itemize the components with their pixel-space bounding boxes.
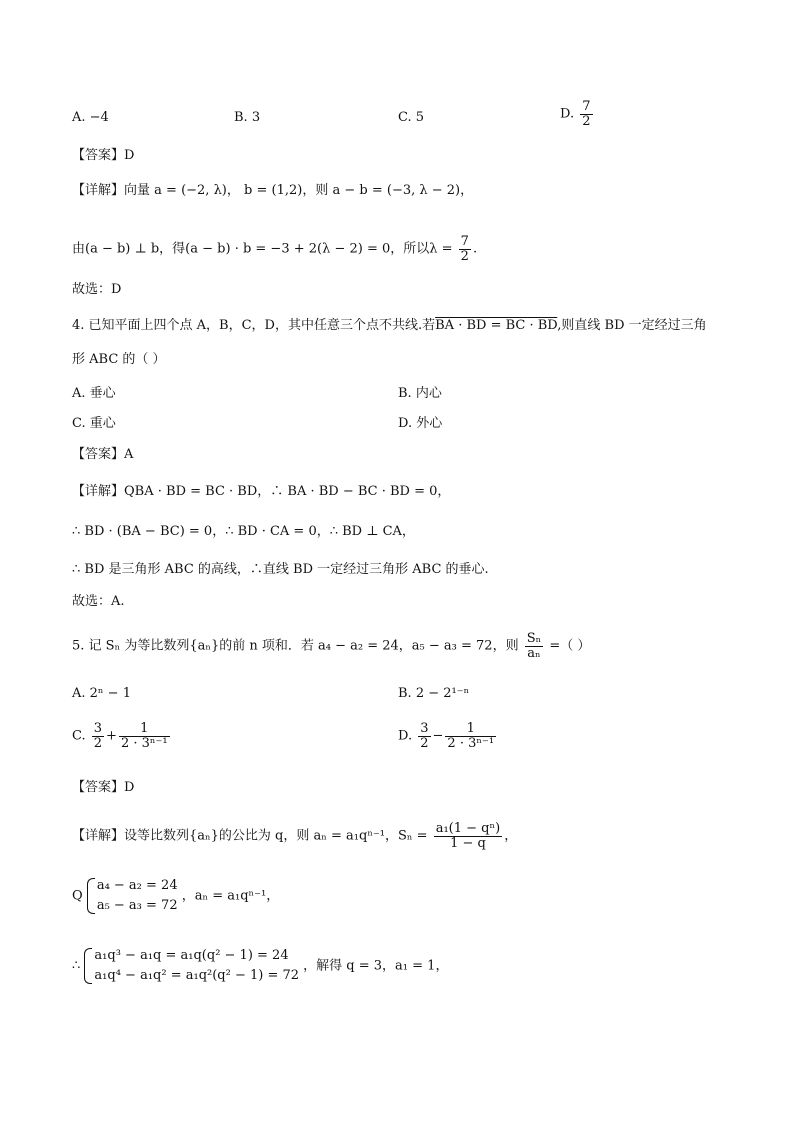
detail-end: . (472, 241, 478, 257)
q5-system1-after: ，aₙ = a₁qⁿ⁻¹， (181, 888, 280, 904)
option-b: B. 3 (234, 110, 261, 125)
q5-stem (72, 632, 590, 660)
opt-label: C. (72, 728, 86, 744)
q5-detail-end: ， (504, 828, 518, 844)
frac-den: 1 − q (450, 835, 486, 851)
q4-option-b: B. 内心 (398, 386, 442, 401)
opt-d-frac1 (418, 722, 430, 750)
option-c: C. 5 (398, 110, 425, 125)
q5-stem-end: =（ ） (549, 638, 591, 654)
frac-num: 3 (420, 721, 429, 736)
frac-den: 2 · 3ⁿ⁻¹ (120, 735, 168, 751)
q4-detail-line2: ∴ BD · (BA − BC) = 0，∴ BD · CA = 0，∴ BD ⊥ CA， (72, 524, 415, 539)
q4-option-c: C. 重心 (72, 416, 116, 431)
equation: a₁q⁴ − a₁q² = a₁q²(q² − 1) = 72 (94, 968, 300, 983)
therefore-symbol: ∴ (72, 958, 81, 974)
q4-detail-line3: ∴ BD 是三角形 ABC 的高线，∴直线 BD 一定经过三角形 ABC 的垂心. (72, 562, 489, 577)
vector-a-expr: a = (−2, λ)， (154, 183, 240, 198)
q5-detail-line1 (72, 822, 517, 850)
frac-num: 1 (119, 722, 170, 737)
q4-option-d: D. 外心 (398, 416, 443, 431)
frac-num: 7 (582, 99, 591, 114)
q5-option-c (72, 722, 172, 750)
frac-den: 2 (93, 735, 103, 751)
opt-operator: − (432, 728, 444, 744)
q4-stem-expr: BA · BD = BC · BD (435, 318, 558, 333)
equation-system-2 (84, 946, 299, 986)
vector-diff-expr: a − b = (−3, λ − 2)， (332, 183, 474, 198)
q5-system1 (72, 876, 279, 916)
q4-stem-line2: 形 ABC 的（ ） (72, 352, 166, 367)
q3-detail-line2 (72, 235, 477, 263)
q5-stem-text: 5. 记 Sₙ 为等比数列{aₙ}的前 n 项和．若 a₄ − a₂ = 24，a₅ − a₃ = 72，则 (72, 638, 519, 654)
vector-b-expr: b = (1,2)，则 (244, 183, 329, 198)
q3-answer: 【答案】D (72, 148, 135, 163)
q5-stem-fraction (525, 632, 544, 660)
option-d-fraction (580, 100, 592, 128)
q5-answer: 【答案】D (72, 780, 135, 795)
q5-system2-after: ，解得 q = 3，a₁ = 1， (303, 958, 449, 974)
lambda-fraction (459, 235, 471, 263)
frac-num: a₁(1 − qⁿ) (435, 821, 501, 836)
q5-option-a: A. 2ⁿ − 1 (72, 686, 131, 701)
frac-num: 1 (445, 722, 496, 737)
frac-den: 2 (582, 113, 591, 129)
q4-detail-expr: BA · BD = BC · BD，∴ BA · BD − BC · BD = 0， (134, 484, 451, 499)
detail-prefix: 【详解】向量 (72, 183, 151, 198)
q3-detail-line1 (72, 181, 473, 201)
q5-system2 (72, 946, 448, 986)
equation: a₄ − a₂ = 24 (96, 878, 178, 893)
q5-option-b: B. 2 − 2¹⁻ⁿ (398, 686, 470, 701)
opt-operator: + (106, 728, 117, 744)
equation: a₁q³ − a₁q = a₁q(q² − 1) = 24 (94, 948, 289, 963)
frac-den: aₙ (527, 645, 541, 661)
q4-answer: 【答案】A (72, 447, 134, 462)
q4-choice: 故选：A. (72, 594, 125, 609)
q5-option-d (398, 722, 498, 750)
frac-den: 2 · 3ⁿ⁻¹ (447, 735, 495, 751)
detail-line2-text: 由(a − b) ⊥ b，得(a − b) · b = −3 + 2(λ − 2) = 0，所以λ = (72, 241, 453, 257)
frac-den: 2 (460, 248, 469, 264)
equation: a₅ − a₃ = 72 (96, 898, 178, 913)
frac-num: 3 (93, 721, 103, 736)
option-d-label: D. (560, 106, 575, 122)
frac-num: Sₙ (526, 631, 542, 646)
opt-c-frac2 (119, 722, 170, 750)
opt-c-frac1 (92, 722, 104, 750)
q4-stem-text2: ,则直线 BD 一定经过三角 (557, 318, 707, 333)
q5-detail-text: 【详解】设等比数列{aₙ}的公比为 q，则 aₙ = a₁qⁿ⁻¹，Sₙ = (72, 828, 428, 844)
since-symbol: Q (72, 888, 83, 904)
q4-detail-prefix: 【详解】Q (72, 484, 135, 499)
opt-label: D. (398, 728, 413, 744)
option-d (560, 100, 595, 128)
opt-d-frac2 (445, 722, 496, 750)
q4-stem-line1 (72, 316, 707, 336)
frac-den: 2 (420, 735, 429, 751)
equation-system-1 (87, 876, 178, 916)
q3-choice: 故选：D (72, 282, 122, 297)
q4-stem-text: 4. 已知平面上四个点 A，B，C，D，其中任意三个点不共线.若 (72, 318, 436, 333)
option-a: A. −4 (72, 110, 109, 125)
q4-option-a: A. 垂心 (72, 386, 116, 401)
frac-num: 7 (460, 234, 469, 249)
q5-sum-fraction (434, 822, 502, 850)
q4-detail-line1 (72, 482, 450, 502)
